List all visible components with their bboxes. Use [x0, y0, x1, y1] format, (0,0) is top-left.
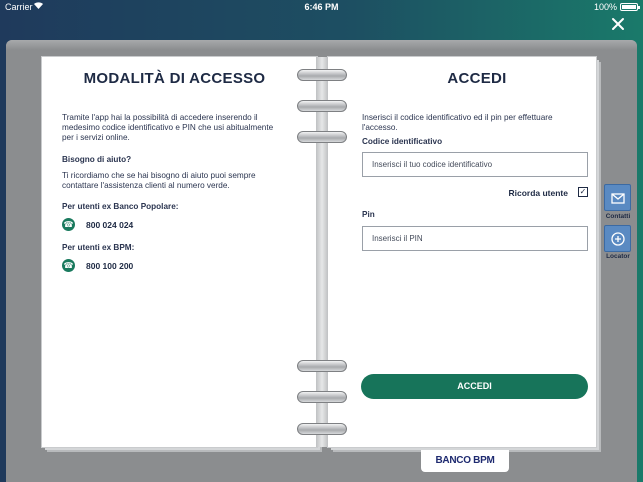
envelope-icon — [610, 190, 626, 206]
battery-percent: 100% — [593, 2, 617, 12]
login-intro-text: Inserisci il codice identificativo ed il pin per effettuare l'accesso. — [362, 113, 553, 132]
help-heading: Bisogno di aiuto? — [62, 155, 132, 164]
pin-label: Pin — [362, 210, 375, 219]
carrier-label: Carrier — [5, 2, 33, 12]
binder-ring — [297, 360, 347, 372]
phone-number-banco-popolare[interactable]: 800 024 024 — [86, 220, 134, 230]
code-input[interactable] — [362, 152, 588, 177]
remember-user-label: Ricorda utente — [508, 188, 568, 198]
contact-label-bpm: Per utenti ex BPM: — [62, 243, 135, 252]
code-label: Codice identificativo — [362, 137, 443, 146]
locator-label[interactable]: Locator — [606, 253, 630, 260]
remember-user-checkbox[interactable]: ✓ — [579, 187, 587, 196]
clock: 6:46 PM — [304, 2, 339, 12]
battery-icon — [620, 3, 638, 11]
banco-bpm-logo: BANCO BPM — [421, 450, 509, 472]
status-bar — [0, 0, 643, 14]
pin-input[interactable] — [362, 226, 588, 251]
phone-icon[interactable]: ☎ — [63, 220, 74, 229]
phone-icon[interactable]: ☎ — [63, 261, 74, 270]
binder-ring — [297, 423, 347, 435]
plus-circle-icon — [610, 231, 626, 247]
login-title: ACCEDI — [447, 70, 507, 87]
binder-ring — [297, 100, 347, 112]
binder-ring — [297, 131, 347, 143]
close-icon — [611, 17, 625, 31]
binder-spine — [316, 57, 328, 447]
locator-button[interactable] — [604, 225, 631, 252]
contacts-button[interactable] — [604, 184, 631, 211]
access-mode-title: MODALITÀ DI ACCESSO — [83, 70, 266, 87]
contacts-label[interactable]: Contatti — [605, 213, 631, 220]
phone-number-bpm[interactable]: 800 100 200 — [86, 261, 134, 271]
login-button[interactable]: ACCEDI — [361, 374, 588, 399]
contact-label-banco-popolare: Per utenti ex Banco Popolare: — [62, 202, 179, 211]
close-button[interactable] — [608, 14, 628, 34]
access-intro-text: Tramite l'app hai la possibilità di accedere inserendo il medesimo codice identificativo e PIN che usi abitualmente per i servizi online. — [62, 113, 274, 142]
help-text: Ti ricordiamo che se hai bisogno di aiuto puoi sempre contattare l'assistenza clienti al numero verde. — [62, 171, 256, 190]
binder-ring — [297, 391, 347, 403]
